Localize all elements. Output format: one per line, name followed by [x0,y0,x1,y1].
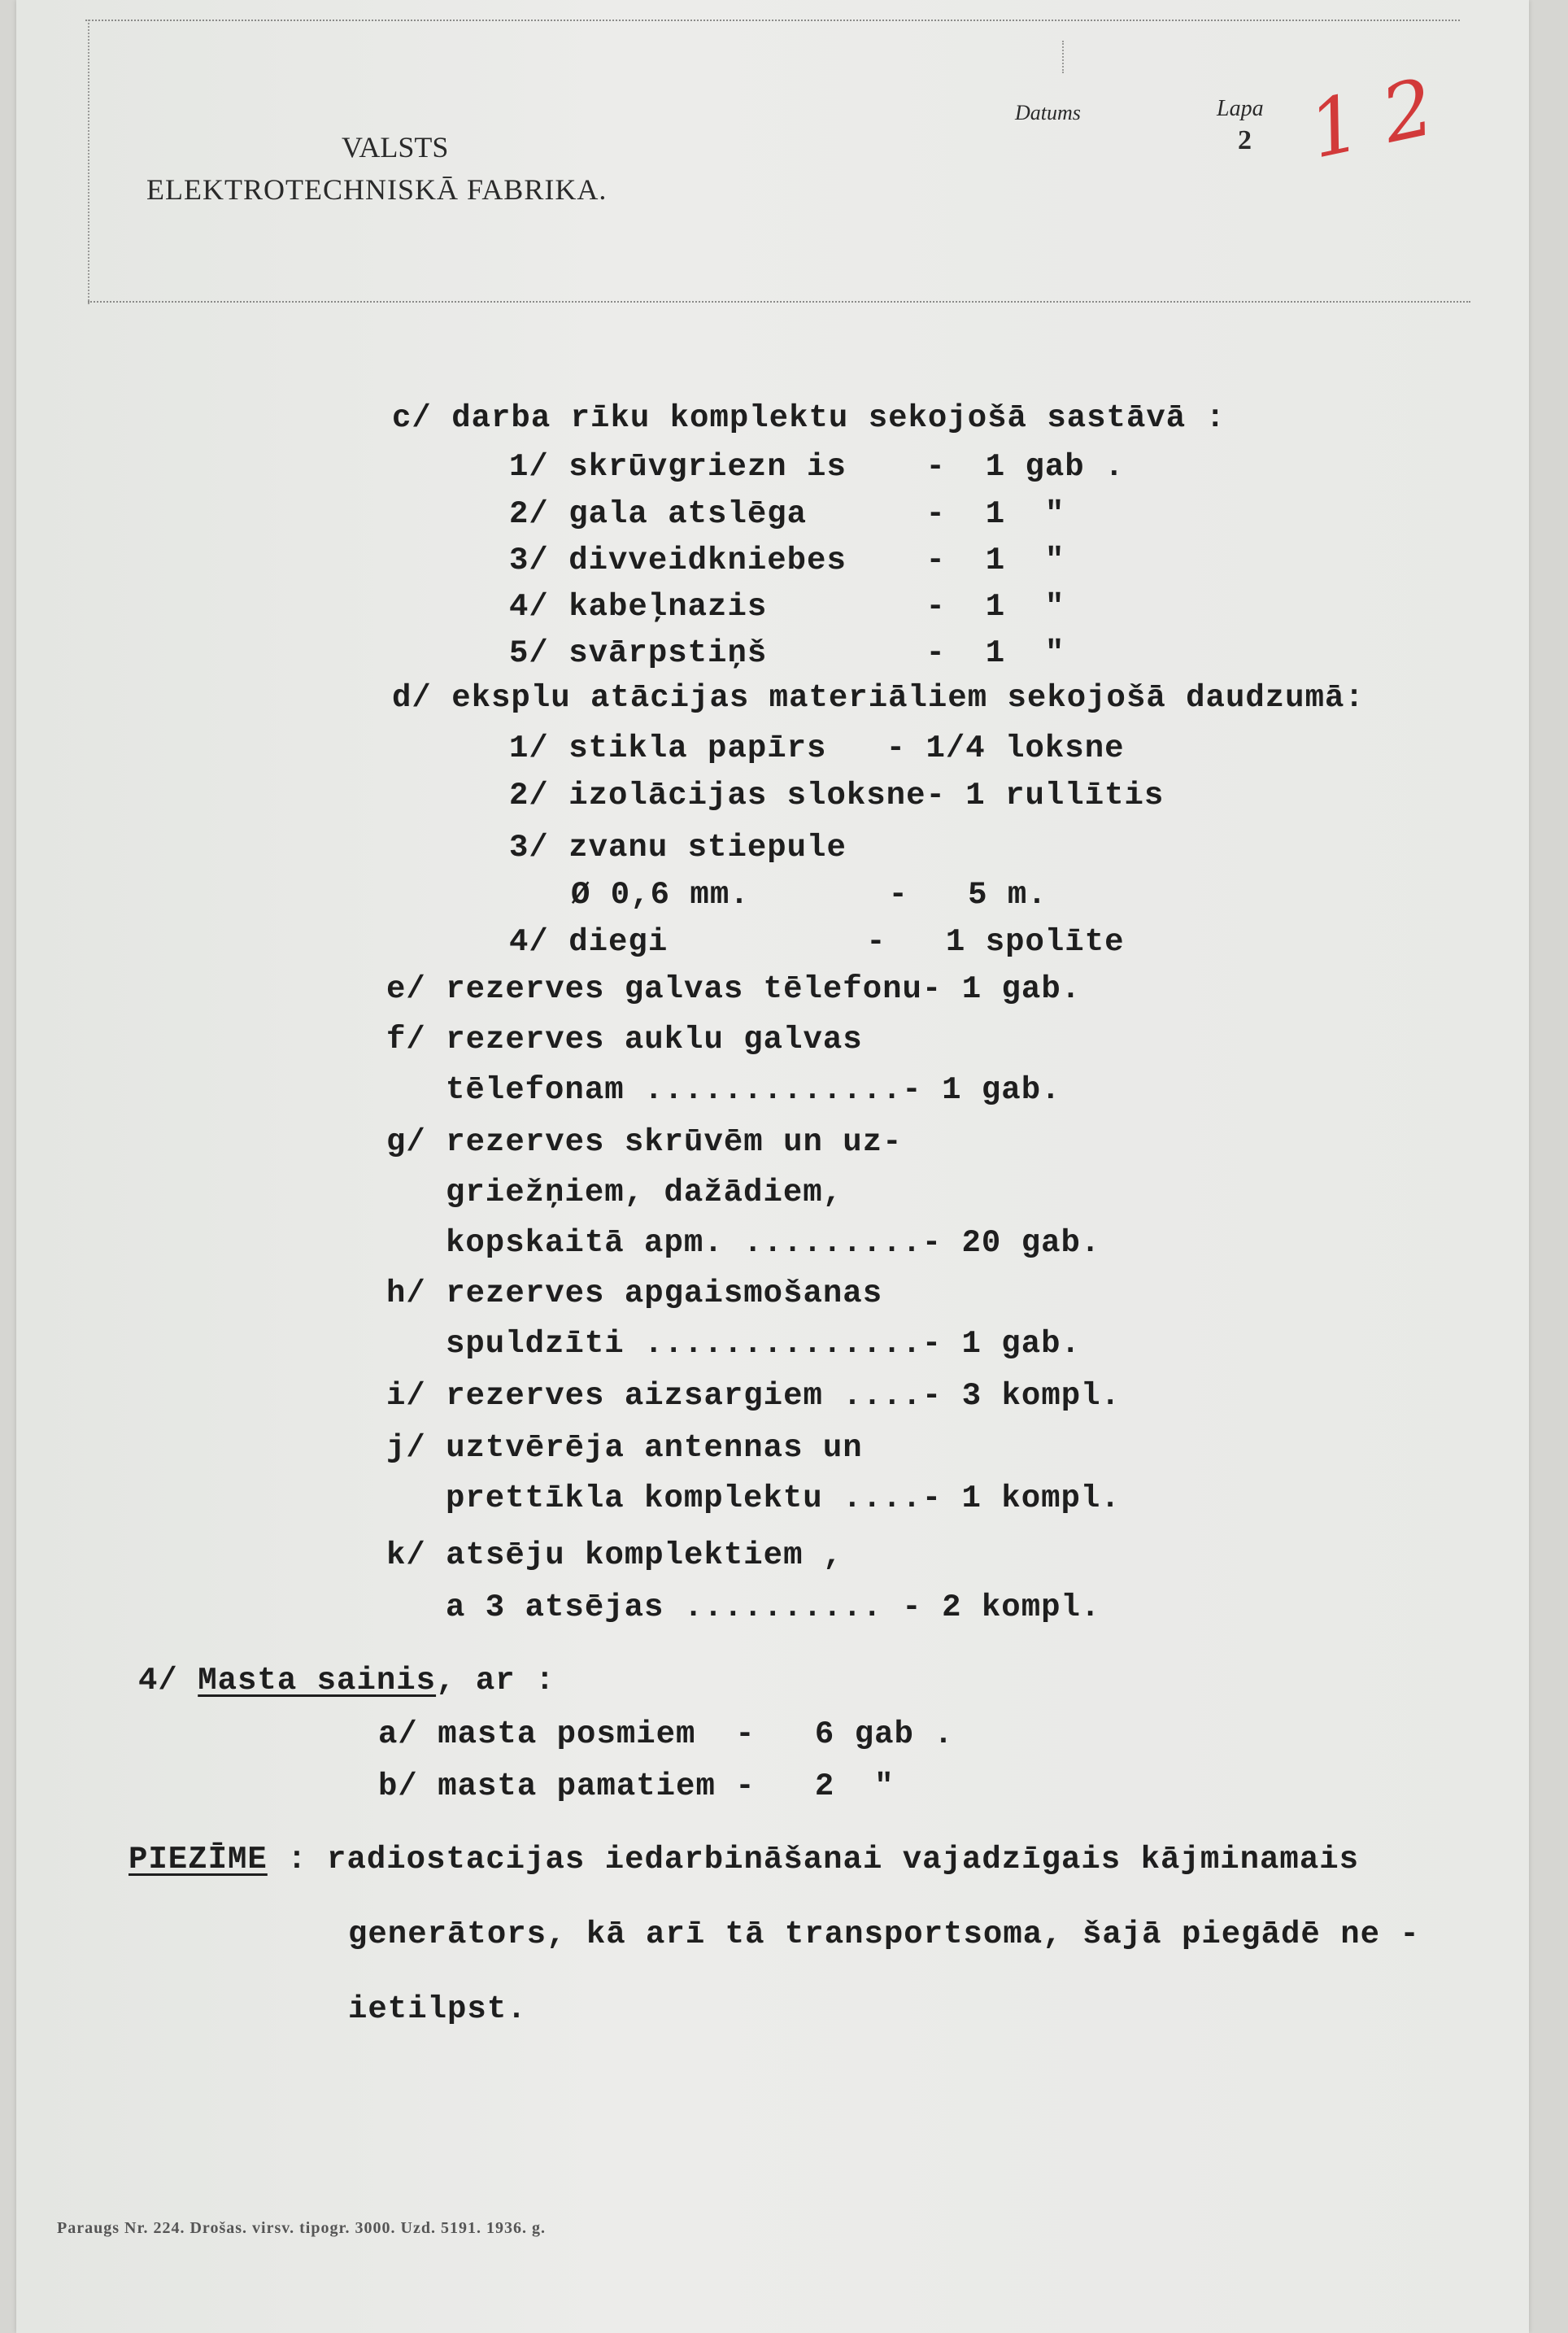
line-k-cont: a 3 atsējas .......... - 2 kompl. [446,1589,1101,1625]
header-bottom-rule [88,301,1470,303]
line-g-cont2: kopskaitā apm. .........- 20 gab. [446,1225,1101,1261]
footer-imprint: Paraugs Nr. 224. Drošas. virsv. tipogr. 3000. Uzd. 5191. 1936. g. [57,2219,546,2237]
line-i: i/ rezerves aizsargiem ....- 3 kompl. [386,1378,1121,1414]
line-c3: 3/ divveidkniebes - 1 " [509,543,1065,578]
line-f-cont: tēlefonam .............- 1 gab. [446,1072,1061,1108]
line-j: j/ uztvērēja antennas un [386,1430,863,1466]
line-d3: 3/ zvanu stiepule [509,830,847,866]
page-label: Lapa [1217,96,1264,121]
line-d2: 2/ izolācijas sloksne- 1 rullītis [509,778,1165,813]
line-c: c/ darba rīku komplektu sekojošā sastāvā : [392,400,1226,436]
mast-line-a: a/ masta posmiem - 6 gab . [378,1716,954,1752]
line-g: g/ rezerves skrūvēm un uz- [386,1124,903,1160]
line-h: h/ rezerves apgaismošanas [386,1276,883,1311]
line-c5: 5/ svārpstiņš - 1 " [509,635,1065,671]
header-tick [1062,41,1064,73]
note-line-2: generātors, kā arī tā transportsoma, šajā piegādē ne - [348,1917,1420,1952]
page-number: 2 [1238,125,1252,155]
line-d3-spec: Ø 0,6 mm. - 5 m. [571,877,1048,913]
mast-prefix: 4/ [138,1663,198,1699]
line-c2: 2/ gala atslēga - 1 " [509,496,1065,532]
company-line-2: ELEKTROTECHNISKĀ FABRIKA. [146,173,608,206]
mast-title: Masta sainis [198,1663,437,1699]
note-line-1 [128,1842,1359,1877]
handwritten-page-mark: 1 2 [1301,61,1442,177]
document-sheet [16,0,1529,2333]
note-label: PIEZĪME [128,1842,268,1877]
line-d: d/ eksplu atācijas materiāliem sekojošā daudzumā: [392,680,1365,716]
line-h-cont: spuldzīti ..............- 1 gab. [446,1326,1081,1362]
date-label: Datums [1015,101,1081,124]
mast-heading [138,1663,555,1699]
mast-line-b: b/ masta pamatiem - 2 " [378,1768,895,1804]
line-d1: 1/ stikla papīrs - 1/4 loksne [509,730,1125,766]
note-text-1: radiostacijas iedarbināšanai vajadzīgais kājminamais [327,1842,1360,1877]
top-rule [85,20,1460,21]
line-d4: 4/ diegi - 1 spolīte [509,924,1125,960]
mast-suffix: , ar : [436,1663,555,1699]
line-j-cont: prettīkla komplektu ....- 1 kompl. [446,1480,1121,1516]
note-line-3: ietilpst. [348,1991,527,2027]
header-left-rule [88,20,89,304]
line-c1: 1/ skrūvgriezn is - 1 gab . [509,449,1125,485]
line-e: e/ rezerves galvas tēlefonu- 1 gab. [386,971,1082,1007]
line-k: k/ atsēju komplektiem , [386,1537,843,1573]
line-g-cont1: griežņiem, dažādiem, [446,1175,843,1210]
line-f: f/ rezerves auklu galvas [386,1022,863,1057]
company-line-1: VALSTS [342,131,449,164]
note-sep: : [267,1842,328,1877]
line-c4: 4/ kabeļnazis - 1 " [509,589,1065,625]
